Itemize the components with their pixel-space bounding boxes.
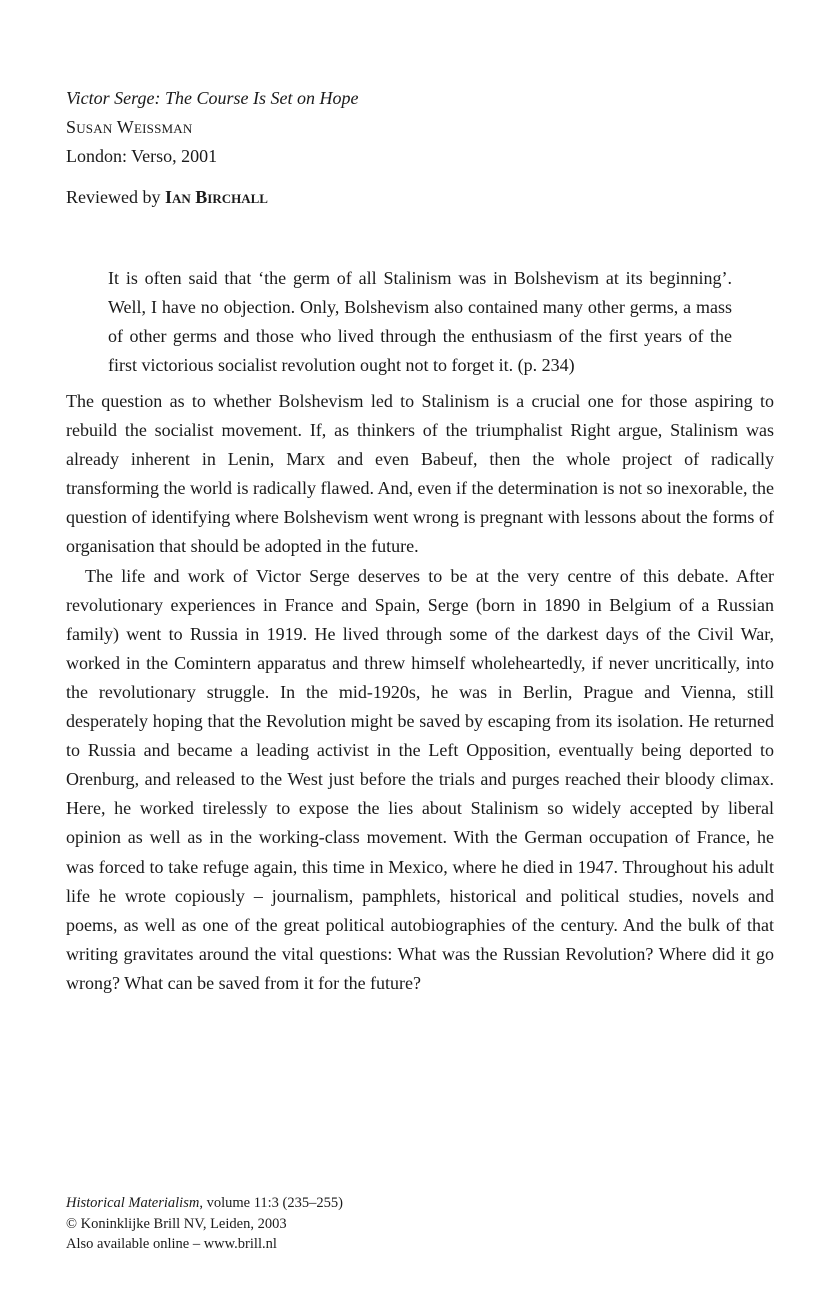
- review-page: [66, 84, 774, 998]
- copyright-line: © Koninklijke Brill NV, Leiden, 2003: [66, 1215, 287, 1232]
- availability-line: Also available online – www.brill.nl: [66, 1236, 277, 1252]
- body-paragraph-2: The life and work of Victor Serge deserves to be at the very centre of this debate. After revolutionary experiences in France and Spain, Serge (born in 1890 in Belgium of a Russian family) went to Russia in 1919. He lived through some of the darkest days of the Civil War, worked in the Comintern apparatus and threw himself wholeheartedly, if never uncritically, into the revolutionary struggle. In the mid-1920s, he was in Berlin, Prague and Vienna, still desperately hoping that the Revolution might be saved by escaping from its isolation. He returned to Russia and became a leading activist in the Left Opposition, eventually being deported to Orenburg, and released to the West just before the trials and purges reached their bloody climax. Here, he worked tirelessly to expose the lies about Stalinism so widely accepted by liberal opinion as well as in the working-class movement. With the German occupation of France, he was forced to take refuge again, this time in Mexico, where he died in 1947. Throughout his adult life he wrote copiously – journalism, pamphlets, historical and political studies, novels and poems, as well as one of the great political autobiographies of the century. And the bulk of that writing gravitates around the vital questions: What was the Russian Revolution? Where did it go wrong? What can be saved from it for the future?: [66, 565, 774, 993]
- journal-name: Historical Materialism: [66, 1195, 200, 1211]
- book-title: Victor Serge: The Course Is Set on Hope: [66, 88, 359, 108]
- journal-citation: [66, 1193, 343, 1214]
- publisher-info: London: Verso, 2001: [66, 146, 218, 166]
- page-footer: [66, 1193, 343, 1255]
- book-author: Susan Weissman: [66, 117, 193, 137]
- reviewer-line: [66, 183, 774, 212]
- reviewer-name: Ian Birchall: [164, 187, 268, 207]
- body-paragraph-1: The question as to whether Bolshevism led to Stalinism is a crucial one for those aspiring to rebuild the socialist movement. If, as thinkers of the triumphalist Right argue, Stalinism was already inherent in Lenin, Marx and even Babeuf, then the whole project of radically transforming the world is radically flawed. And, even if the determination is not so inexorable, the question of identifying where Bolshevism went wrong is pregnant with lessons about the forms of organisation that should be adopted in the future.: [66, 391, 774, 557]
- reviewed-by-label: Reviewed by: [66, 187, 161, 207]
- epigraph-quote: It is often said that ‘the germ of all Stalinism was in Bolshevism at its beginning’. Well, I have no objection. Only, Bolshevism also contained many other germs, a mass of other germs and those who lived through the enthusiasm of the first years of the first victorious socialist revolution ought not to forget it. (p. 234): [108, 268, 732, 375]
- journal-volume: , volume 11:3 (235–255): [199, 1195, 343, 1211]
